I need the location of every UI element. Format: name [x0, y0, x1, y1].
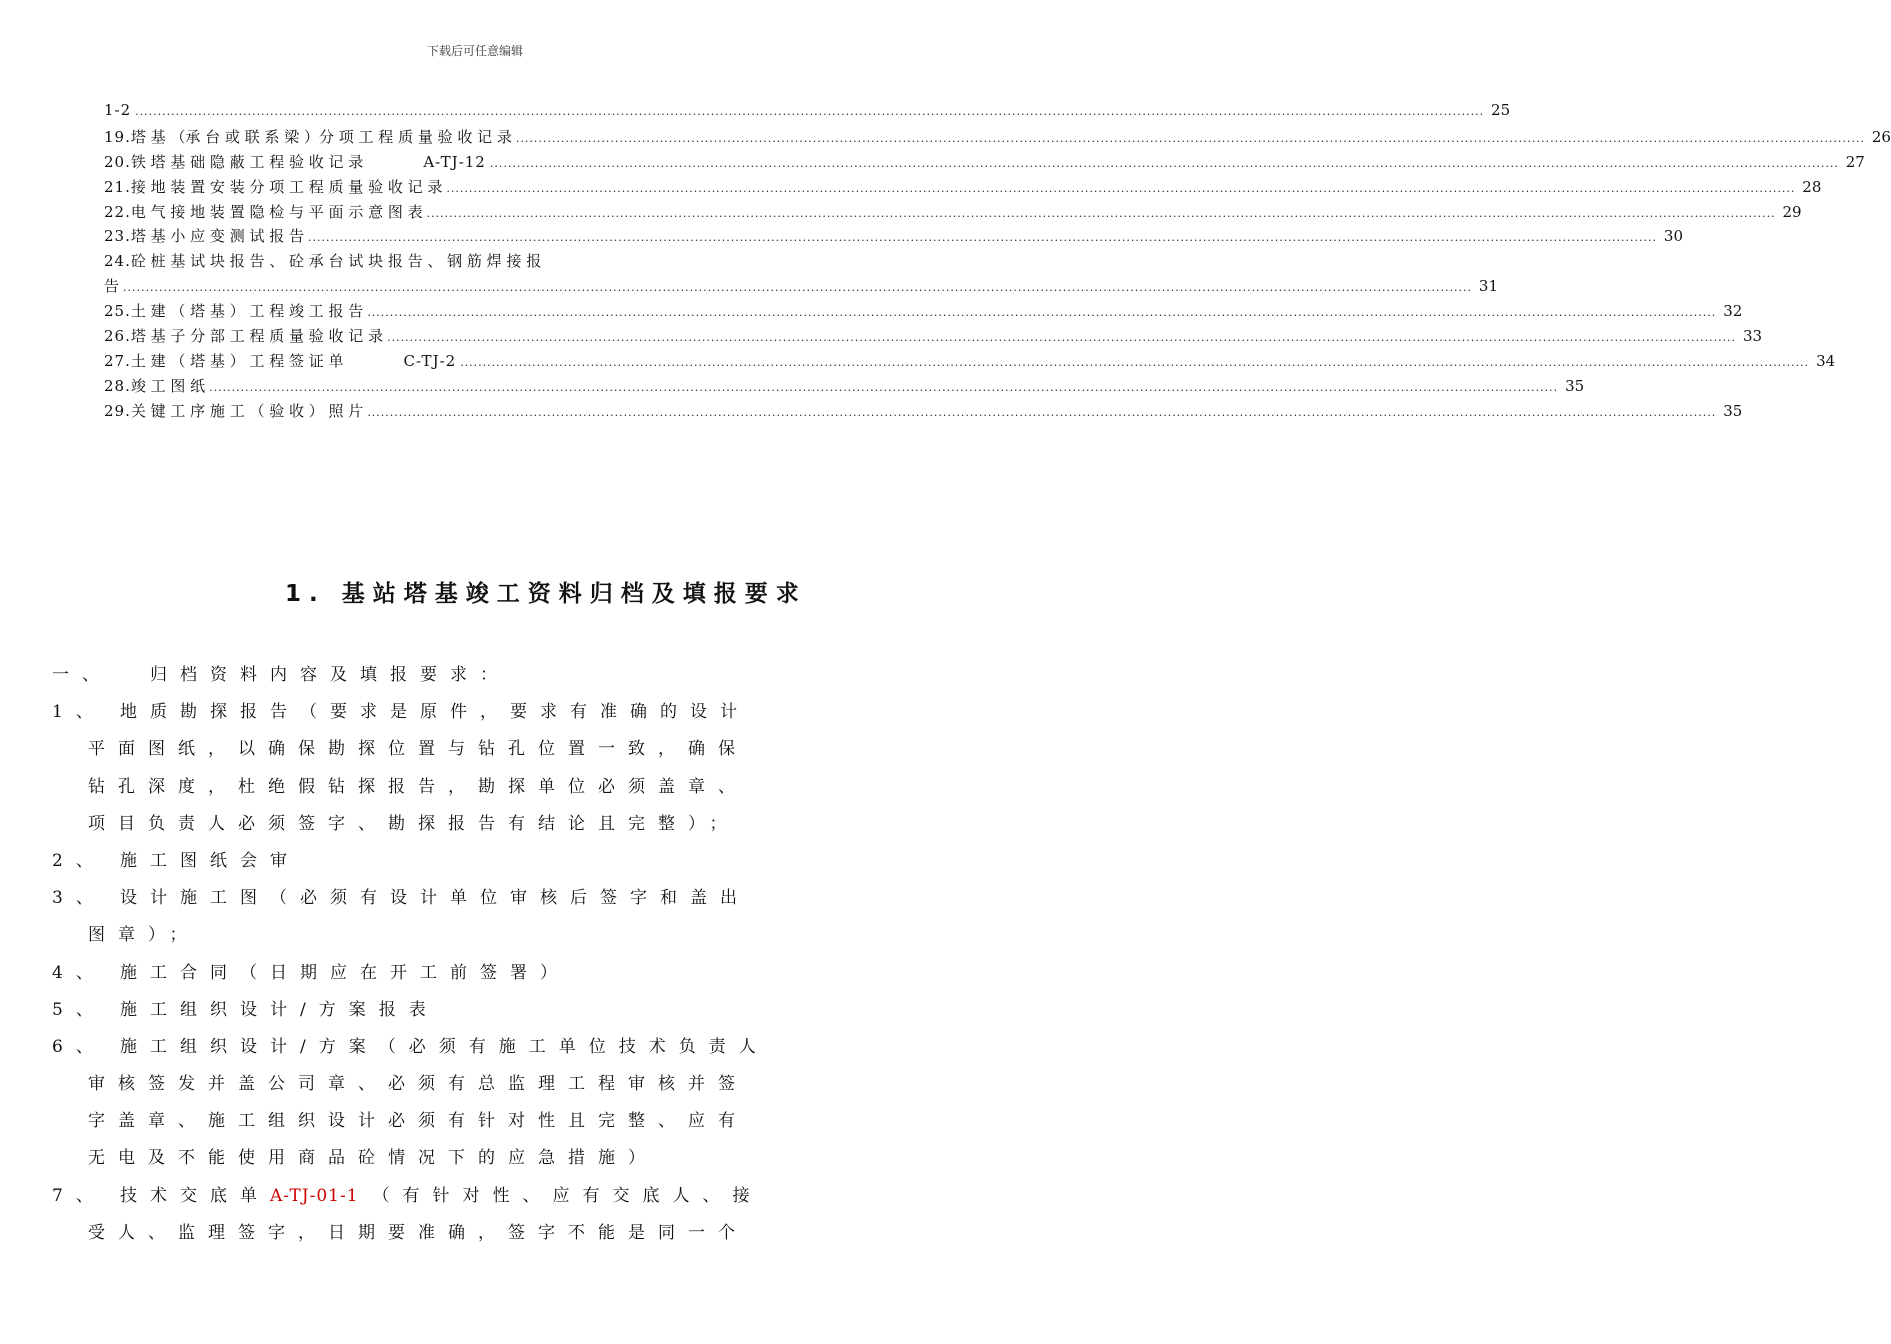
toc-entry-page: 35 — [1565, 376, 1585, 395]
toc-entry-title: 关 键 工 序 施 工 （ 验 收 ） 照 片 — [130, 401, 364, 420]
toc-entry[interactable] — [104, 201, 1802, 226]
list-item — [52, 955, 842, 992]
list-item-continuation — [52, 806, 842, 843]
toc-entry-title: 砼 桩 基 试 块 报 告 、 砼 承 台 试 块 报 告 、 钢 筋 焊 接 报 — [130, 252, 542, 271]
toc-entry-page: 30 — [1663, 227, 1683, 246]
toc-entry[interactable] — [104, 151, 1865, 176]
toc-entry-number: 24. — [104, 252, 131, 271]
toc-entry-page: 29 — [1782, 202, 1802, 221]
toc-entry[interactable] — [104, 101, 1511, 126]
toc-entry-number: 23. — [104, 227, 131, 246]
item-text: 平面图纸，以确保勘探位置与钻孔位置一致，确保 — [88, 739, 748, 760]
toc-entry[interactable] — [104, 126, 1891, 151]
toc-entry-page: 27 — [1845, 152, 1865, 171]
toc-entry-number: 26. — [104, 327, 131, 346]
toc-entry[interactable] — [104, 375, 1585, 400]
toc-entry[interactable] — [104, 325, 1763, 350]
intro-line — [52, 657, 842, 694]
list-item-continuation — [52, 731, 842, 768]
toc-leader-dots: ............................................................................................................................................................................................................................................................................................................ — [209, 380, 1559, 394]
item-label: 1、 — [52, 702, 106, 723]
toc-entry-number: 1-2 — [104, 101, 132, 119]
toc-entry-title: 竣 工 图 纸 — [130, 376, 206, 395]
toc-leader-dots: ............................................................................................................................................................................................................................................................................................................ — [308, 231, 1657, 245]
item-text: （有针对性、应有交底人、接 — [372, 1185, 763, 1206]
toc-entry[interactable] — [104, 400, 1743, 425]
list-item-continuation — [52, 1140, 842, 1177]
item-text: 设计施工图（必须有设计单位审核后签字和盖出 — [120, 888, 750, 909]
item-text: 审核签发并盖公司章、必须有总监理工程审核并签 — [88, 1074, 748, 1095]
toc-leader-dots: ............................................................................................................................................................................................................................................................................................................ — [489, 156, 1839, 170]
toc-leader-dots: ............................................................................................................................................................................................................................................................................................................ — [387, 331, 1737, 345]
toc-entry-page: 35 — [1723, 401, 1743, 420]
toc-entry-number: 22. — [104, 202, 131, 221]
page-header: 下载后可任意编辑 — [426, 44, 523, 58]
toc-entry-title: 土 建 （ 塔 基 ） 工 程 签 证 单 — [130, 351, 344, 370]
item-text: 项目负责人必须签字、勘探报告有结论且完整）； — [88, 813, 740, 834]
toc-entry-code: A-TJ-12 — [423, 152, 486, 171]
list-item — [52, 1029, 842, 1066]
toc-entry[interactable] — [104, 275, 1498, 300]
form-code: A-TJ-01-1 — [270, 1185, 359, 1206]
item-text: 钻孔深度，杜绝假钻探报告，勘探单位必须盖章、 — [88, 776, 748, 797]
document-body — [52, 657, 842, 1252]
list-item-continuation — [52, 917, 842, 954]
item-label: 2、 — [52, 850, 106, 871]
item-text: 施工组织设计/方案（必须有施工单位技术负责人 — [120, 1036, 769, 1057]
item-label: 4、 — [52, 962, 106, 983]
toc-entry-number: 19. — [104, 127, 131, 146]
toc-leader-dots: ............................................................................................................................................................................................................................................................................................................ — [426, 206, 1776, 220]
item-label: 7、 — [52, 1185, 106, 1206]
toc-entry-number: 28. — [104, 376, 131, 395]
toc-leader-dots: ............................................................................................................................................................................................................................................................................................................ — [446, 181, 1796, 195]
toc-entry-page: 26 — [1871, 127, 1891, 146]
toc-entry[interactable] — [104, 300, 1743, 325]
item-label: 3、 — [52, 888, 106, 909]
toc-entry-title: 土 建 （ 塔 基 ） 工 程 竣 工 报 告 — [130, 302, 364, 321]
list-item — [52, 880, 842, 917]
toc-leader-dots: ............................................................................................................................................................................................................................................................................................................ — [515, 131, 1865, 145]
item-text: 图章）； — [88, 925, 200, 946]
item-label: 6、 — [52, 1036, 106, 1057]
toc-entry[interactable] — [104, 225, 1683, 250]
toc-entry-number: 29. — [104, 401, 131, 420]
list-item-continuation — [52, 1066, 842, 1103]
toc-entry-title: 铁 塔 基 础 隐 蔽 工 程 验 收 记 录 — [130, 152, 364, 171]
list-item — [52, 992, 842, 1029]
item-text: 技术交底单 — [120, 1185, 270, 1206]
toc-entry-title: 塔 基 （承 台 或 联 系 梁 ）分 项 工 程 质 量 验 收 记 录 — [130, 127, 512, 146]
toc-leader-dots: ............................................................................................................................................................................................................................................................................................................ — [135, 105, 1485, 118]
toc-entry-title: 电 气 接 地 装 置 隐 检 与 平 面 示 意 图 表 — [130, 202, 423, 221]
toc-entry[interactable] — [104, 350, 1836, 375]
toc-leader-dots: ............................................................................................................................................................................................................................................................................................................ — [460, 355, 1810, 369]
toc-entry-title: 接 地 装 置 安 装 分 项 工 程 质 量 验 收 记 录 — [130, 177, 443, 196]
list-item-continuation: 受人、监理签字，日期要准确，签字不能是同一个 — [88, 1222, 748, 1243]
toc-entry-page: 25 — [1491, 101, 1511, 119]
toc-entry[interactable] — [104, 250, 844, 275]
toc-entry-page: 32 — [1723, 302, 1743, 321]
toc-entry-title: 塔 基 小 应 变 测 试 报 告 — [130, 227, 305, 246]
toc-entry-page: 33 — [1742, 327, 1763, 346]
item-text: 施工图纸会审 — [120, 850, 300, 871]
toc-entry-number: 21. — [104, 177, 131, 196]
toc-leader-dots: ............................................................................................................................................................................................................................................................................................................ — [367, 405, 1717, 419]
toc-entry-number: 20. — [104, 152, 131, 171]
section-title: 1. 基站塔基竣工资料归档及填报要求 — [285, 581, 807, 607]
toc-entry[interactable] — [104, 176, 1822, 201]
toc-entry-title: 塔 基 子 分 部 工 程 质 量 验 收 记 录 — [130, 327, 384, 346]
item-text: 无电及不能使用商品砼情况下的应急措施） — [88, 1148, 658, 1169]
toc-entry-number: 27. — [104, 351, 131, 370]
list-item — [52, 843, 842, 880]
toc-entry-number: 25. — [104, 302, 131, 321]
toc-leader-dots: ............................................................................................................................................................................................................................................................................................................ — [367, 306, 1717, 320]
item-text: 施工组织设计/方案报表 — [120, 999, 439, 1020]
toc-entry-title: 告 — [104, 277, 120, 296]
intro-label: 一、 — [52, 665, 112, 685]
toc-entry-page: 28 — [1802, 177, 1822, 196]
toc-leader-dots: ............................................................................................................................................................................................................................................................................................................ — [123, 281, 1472, 295]
list-item-7 — [52, 1178, 842, 1215]
toc-entry-code: C-TJ-2 — [403, 351, 457, 370]
requirement-lines — [52, 694, 842, 1177]
intro-text: 归档资料内容及填报要求： — [150, 665, 510, 685]
item-text: 施工合同（日期应在开工前签署） — [120, 962, 570, 983]
list-item-continuation — [52, 769, 842, 806]
item-text: 地质勘探报告（要求是原件，要求有准确的设计 — [120, 702, 750, 723]
list-item — [52, 694, 842, 731]
item-label: 5、 — [52, 999, 106, 1020]
toc-entry-page: 34 — [1816, 351, 1836, 370]
list-item-continuation — [52, 1103, 842, 1140]
table-of-contents — [104, 101, 1891, 425]
toc-entry-page: 31 — [1478, 277, 1498, 296]
item-text: 字盖章、施工组织设计必须有针对性且完整、应有 — [88, 1111, 748, 1132]
